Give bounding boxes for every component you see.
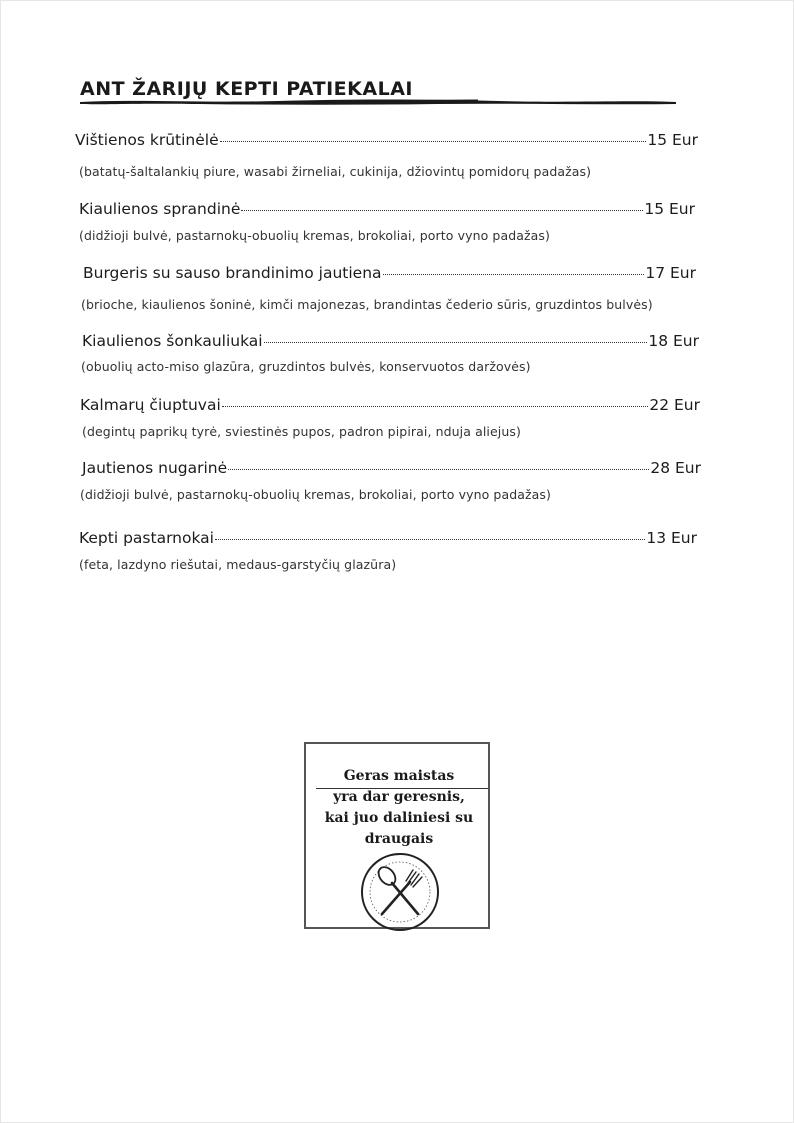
plate-fork-spoon-icon [360,852,440,932]
item-description: (didžioji bulvė, pastarnokų-obuolių kremas, brokoliai, porto vyno padažas) [79,228,551,243]
item-price: 18 Eur [648,332,699,350]
menu-item-line [79,200,695,218]
item-price: 17 Eur [645,264,696,282]
item-description: (didžioji bulvė, pastarnokų-obuolių kremas, brokoliai, porto vyno padažas) [80,487,552,502]
menu-item-line [80,396,700,414]
item-description: (batatų-šaltalankių piure, wasabi žirneliai, cukinija, džiovintų pomidorų padažas) [79,164,592,179]
item-name: Kiaulienos sprandinė [79,200,241,218]
menu-item-line [83,264,696,282]
item-description: (feta, lazdyno riešutai, medaus-garstyčių glazūra) [79,557,397,572]
item-name: Jautienos nugarinė [82,459,228,477]
dot-leader [222,406,649,407]
item-description: (degintų paprikų tyrė, sviestinės pupos, padron pipirai, nduja aliejus) [82,424,521,439]
dot-leader [241,210,643,211]
quote-box [304,742,490,929]
dot-leader [264,342,648,343]
menu-item-line [75,131,698,149]
quote-line-1: Geras maistas [343,768,455,784]
item-name: Kepti pastarnokai [79,529,214,547]
quote-text [306,766,492,850]
quote-divider [316,788,488,789]
item-description: (brioche, kiaulienos šoninė, kimči majonezas, brandintas čederio sūris, gruzdintos bulvės) [81,297,653,312]
item-name: Kiaulienos šonkauliukai [82,332,263,350]
dot-leader [228,469,649,470]
section-title: ANT ŽARIJŲ KEPTI PATIEKALAI [80,78,413,100]
menu-item-line [79,529,697,547]
dot-leader [215,539,645,540]
item-name: Vištienos krūtinėlė [75,131,219,149]
item-price: 22 Eur [649,396,700,414]
item-price: 28 Eur [650,459,701,477]
quote-line-4: draugais [364,831,434,847]
item-price: 15 Eur [644,200,695,218]
item-price: 15 Eur [647,131,698,149]
brush-stroke-divider-icon [78,96,680,108]
quote-line-3: kai juo daliniesi su [324,810,474,826]
item-description: (obuolių acto-miso glazūra, gruzdintos bulvės, konservuotos daržovės) [81,359,531,374]
menu-item-line [82,332,699,350]
dot-leader [383,274,645,275]
item-name: Kalmarų čiuptuvai [80,396,221,414]
quote-line-2: yra dar geresnis, [333,789,465,805]
item-name: Burgeris su sauso brandinimo jautiena [83,264,382,282]
menu-item-line [82,459,701,477]
item-price: 13 Eur [646,529,697,547]
dot-leader [220,141,647,142]
